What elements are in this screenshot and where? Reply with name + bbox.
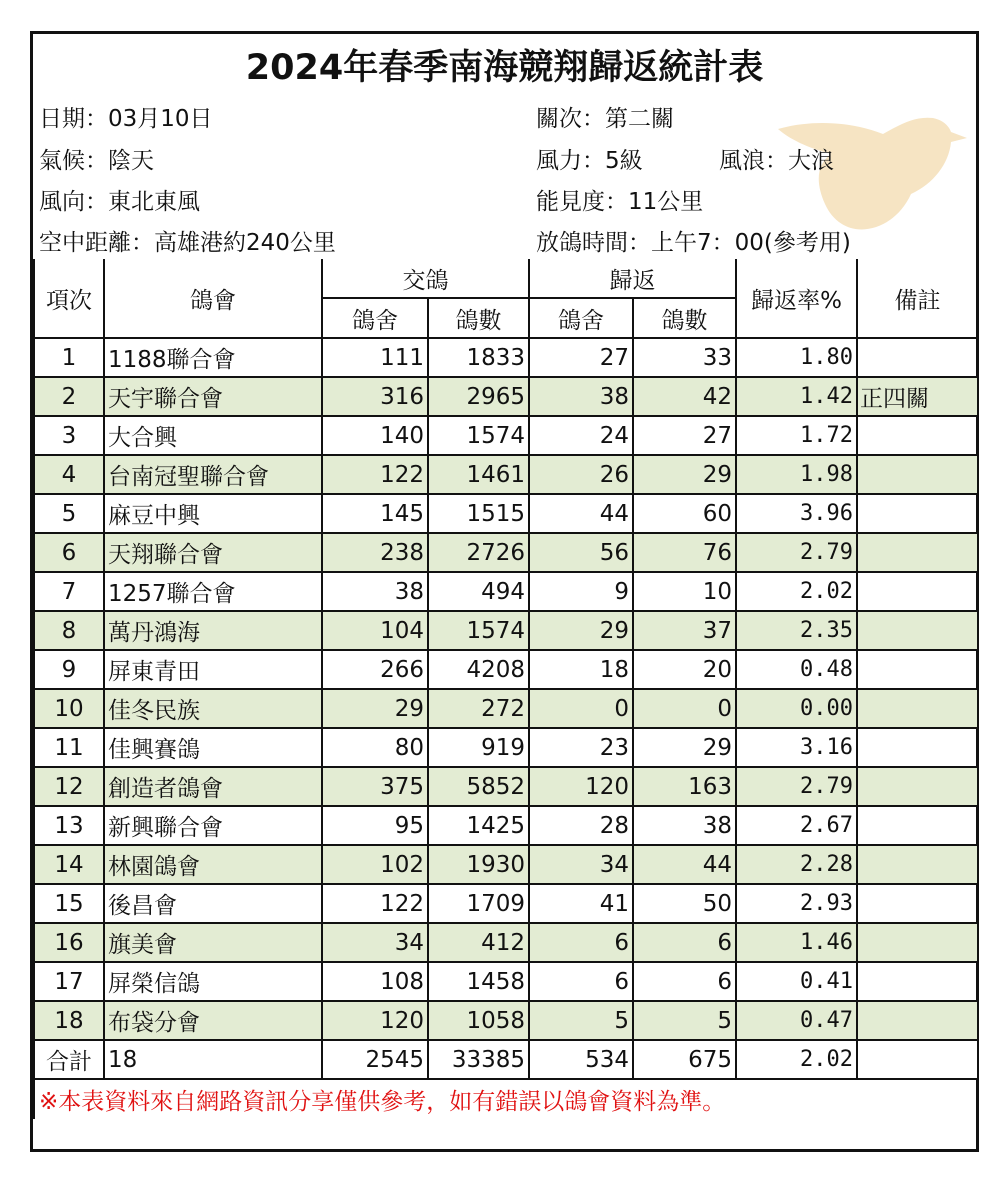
- header-club: 鴿會: [104, 259, 322, 338]
- total-returned-lofts: 534: [529, 1040, 633, 1079]
- row-note: [857, 416, 977, 455]
- row-note: [857, 533, 977, 572]
- row-return-rate: 3.16: [736, 728, 857, 767]
- row-club: 大合興: [104, 416, 322, 455]
- row-submitted-lofts: 80: [322, 728, 428, 767]
- row-submitted-birds: 1458: [428, 962, 529, 1001]
- row-club: 屏東青田: [104, 650, 322, 689]
- row-club: 麻豆中興: [104, 494, 322, 533]
- row-club: 台南冠聖聯合會: [104, 455, 322, 494]
- row-returned-birds: 38: [633, 806, 736, 845]
- row-returned-lofts: 26: [529, 455, 633, 494]
- total-return-rate: 2.02: [736, 1040, 857, 1079]
- row-index: 11: [34, 728, 104, 767]
- row-submitted-lofts: 145: [322, 494, 428, 533]
- row-note: [857, 611, 977, 650]
- row-returned-lofts: 5: [529, 1001, 633, 1040]
- row-club: 1188聯合會: [104, 338, 322, 377]
- row-returned-birds: 0: [633, 689, 736, 728]
- row-submitted-birds: 1709: [428, 884, 529, 923]
- table-row: [34, 611, 977, 650]
- table-row: [34, 845, 977, 884]
- row-note: [857, 650, 977, 689]
- row-return-rate: 1.46: [736, 923, 857, 962]
- row-club: 旗美會: [104, 923, 322, 962]
- row-index: 15: [34, 884, 104, 923]
- page-title: 2024年春季南海競翔歸返統計表: [245, 48, 764, 88]
- table-row: [34, 455, 977, 494]
- row-submitted-lofts: 375: [322, 767, 428, 806]
- row-index: 1: [34, 338, 104, 377]
- row-submitted-birds: 5852: [428, 767, 529, 806]
- row-submitted-lofts: 34: [322, 923, 428, 962]
- row-returned-birds: 5: [633, 1001, 736, 1040]
- table-row: [34, 650, 977, 689]
- row-index: 8: [34, 611, 104, 650]
- row-returned-birds: 50: [633, 884, 736, 923]
- row-note: [857, 962, 977, 1001]
- row-index: 3: [34, 416, 104, 455]
- row-submitted-lofts: 95: [322, 806, 428, 845]
- row-returned-birds: 42: [633, 377, 736, 416]
- row-note: [857, 884, 977, 923]
- row-index: 10: [34, 689, 104, 728]
- row-returned-lofts: 28: [529, 806, 633, 845]
- row-club: 天宇聯合會: [104, 377, 322, 416]
- row-returned-birds: 29: [633, 455, 736, 494]
- total-returned-birds: 675: [633, 1040, 736, 1079]
- row-return-rate: 2.28: [736, 845, 857, 884]
- row-index: 18: [34, 1001, 104, 1040]
- row-club: 林園鴿會: [104, 845, 322, 884]
- row-submitted-birds: 1058: [428, 1001, 529, 1040]
- row-return-rate: 1.42: [736, 377, 857, 416]
- row-returned-birds: 44: [633, 845, 736, 884]
- header-return-rate: 歸返率%: [736, 259, 857, 338]
- row-returned-lofts: 18: [529, 650, 633, 689]
- row-returned-birds: 76: [633, 533, 736, 572]
- table-row: [34, 689, 977, 728]
- header-submitted-lofts: 鴿舍: [322, 298, 428, 338]
- row-submitted-birds: 412: [428, 923, 529, 962]
- header-returned: 歸返: [529, 259, 736, 298]
- header-index: 項次: [34, 259, 104, 338]
- row-submitted-lofts: 122: [322, 455, 428, 494]
- row-note: 正四關: [857, 377, 977, 416]
- row-submitted-lofts: 266: [322, 650, 428, 689]
- info-waves: 風浪：大浪: [719, 148, 834, 174]
- row-submitted-birds: 2965: [428, 377, 529, 416]
- header-submitted: 交鴿: [322, 259, 529, 298]
- row-returned-lofts: 27: [529, 338, 633, 377]
- row-return-rate: 0.48: [736, 650, 857, 689]
- row-club: 天翔聯合會: [104, 533, 322, 572]
- total-submitted-birds: 33385: [428, 1040, 529, 1079]
- footer-disclaimer: ※本表資料來自網路資訊分享僅供參考，如有錯誤以鴿會資料為準。: [34, 1079, 977, 1119]
- row-return-rate: 2.02: [736, 572, 857, 611]
- header-returned-birds: 鴿數: [633, 298, 736, 338]
- table-row: [34, 962, 977, 1001]
- row-returned-lofts: 44: [529, 494, 633, 533]
- row-submitted-birds: 1461: [428, 455, 529, 494]
- table-row: [34, 494, 977, 533]
- total-club-count: 18: [104, 1040, 322, 1079]
- row-returned-birds: 10: [633, 572, 736, 611]
- table-row: [34, 923, 977, 962]
- row-index: 5: [34, 494, 104, 533]
- row-returned-birds: 29: [633, 728, 736, 767]
- table-row: [34, 1001, 977, 1040]
- row-return-rate: 3.96: [736, 494, 857, 533]
- row-return-rate: 2.67: [736, 806, 857, 845]
- table-row: [34, 728, 977, 767]
- row-club: 佳冬民族: [104, 689, 322, 728]
- row-submitted-birds: 272: [428, 689, 529, 728]
- row-index: 2: [34, 377, 104, 416]
- table-row: [34, 377, 977, 416]
- row-submitted-birds: 1930: [428, 845, 529, 884]
- row-returned-lofts: 56: [529, 533, 633, 572]
- row-index: 9: [34, 650, 104, 689]
- row-index: 16: [34, 923, 104, 962]
- table-row: [34, 338, 977, 377]
- row-index: 14: [34, 845, 104, 884]
- row-submitted-birds: 4208: [428, 650, 529, 689]
- table-body: [34, 338, 977, 1040]
- row-note: [857, 806, 977, 845]
- row-return-rate: 0.00: [736, 689, 857, 728]
- info-stage: 關次：第二關: [536, 106, 674, 132]
- row-return-rate: 2.79: [736, 533, 857, 572]
- row-club: 布袋分會: [104, 1001, 322, 1040]
- header-submitted-birds: 鴿數: [428, 298, 529, 338]
- header-note: 備註: [857, 259, 977, 338]
- row-club: 1257聯合會: [104, 572, 322, 611]
- row-index: 13: [34, 806, 104, 845]
- row-returned-lofts: 41: [529, 884, 633, 923]
- table-row: [34, 806, 977, 845]
- row-returned-birds: 6: [633, 962, 736, 1001]
- row-note: [857, 767, 977, 806]
- row-submitted-lofts: 111: [322, 338, 428, 377]
- row-submitted-birds: 1515: [428, 494, 529, 533]
- row-note: [857, 572, 977, 611]
- row-returned-birds: 60: [633, 494, 736, 533]
- row-submitted-lofts: 122: [322, 884, 428, 923]
- row-returned-lofts: 24: [529, 416, 633, 455]
- row-submitted-lofts: 102: [322, 845, 428, 884]
- row-return-rate: 1.80: [736, 338, 857, 377]
- row-submitted-lofts: 238: [322, 533, 428, 572]
- row-submitted-birds: 494: [428, 572, 529, 611]
- row-note: [857, 923, 977, 962]
- row-submitted-birds: 1425: [428, 806, 529, 845]
- row-returned-lofts: 34: [529, 845, 633, 884]
- report-frame: [30, 31, 979, 1152]
- row-index: 17: [34, 962, 104, 1001]
- row-submitted-lofts: 140: [322, 416, 428, 455]
- total-note: [857, 1040, 977, 1079]
- row-note: [857, 338, 977, 377]
- row-return-rate: 1.98: [736, 455, 857, 494]
- info-release-time: 放鴿時間：上午7：00(參考用): [536, 230, 851, 256]
- row-submitted-birds: 919: [428, 728, 529, 767]
- table-row: [34, 572, 977, 611]
- total-row: [34, 1040, 977, 1079]
- row-submitted-lofts: 108: [322, 962, 428, 1001]
- row-returned-birds: 37: [633, 611, 736, 650]
- row-submitted-lofts: 104: [322, 611, 428, 650]
- row-submitted-birds: 1833: [428, 338, 529, 377]
- row-submitted-birds: 1574: [428, 416, 529, 455]
- total-submitted-lofts: 2545: [322, 1040, 428, 1079]
- row-submitted-lofts: 316: [322, 377, 428, 416]
- row-returned-lofts: 29: [529, 611, 633, 650]
- row-returned-birds: 20: [633, 650, 736, 689]
- table-row: [34, 767, 977, 806]
- row-returned-birds: 27: [633, 416, 736, 455]
- row-return-rate: 2.93: [736, 884, 857, 923]
- row-returned-birds: 6: [633, 923, 736, 962]
- row-return-rate: 1.72: [736, 416, 857, 455]
- row-submitted-lofts: 29: [322, 689, 428, 728]
- row-club: 佳興賽鴿: [104, 728, 322, 767]
- row-submitted-lofts: 120: [322, 1001, 428, 1040]
- row-note: [857, 845, 977, 884]
- row-note: [857, 455, 977, 494]
- row-returned-lofts: 120: [529, 767, 633, 806]
- row-note: [857, 1001, 977, 1040]
- row-club: 創造者鴿會: [104, 767, 322, 806]
- row-submitted-lofts: 38: [322, 572, 428, 611]
- row-returned-birds: 33: [633, 338, 736, 377]
- table-row: [34, 533, 977, 572]
- row-returned-lofts: 0: [529, 689, 633, 728]
- row-index: 4: [34, 455, 104, 494]
- row-index: 6: [34, 533, 104, 572]
- table-row: [34, 884, 977, 923]
- row-returned-lofts: 6: [529, 962, 633, 1001]
- row-returned-birds: 163: [633, 767, 736, 806]
- row-return-rate: 0.47: [736, 1001, 857, 1040]
- row-returned-lofts: 23: [529, 728, 633, 767]
- row-return-rate: 0.41: [736, 962, 857, 1001]
- row-return-rate: 2.79: [736, 767, 857, 806]
- info-wind-force: 風力：5級: [536, 148, 643, 174]
- row-note: [857, 728, 977, 767]
- info-visibility: 能見度：11公里: [536, 189, 704, 215]
- row-club: 新興聯合會: [104, 806, 322, 845]
- footer-row: [34, 1079, 977, 1119]
- row-index: 12: [34, 767, 104, 806]
- header-returned-lofts: 鴿舍: [529, 298, 633, 338]
- row-returned-lofts: 38: [529, 377, 633, 416]
- return-stats-table: [33, 259, 977, 1119]
- table-row: [34, 416, 977, 455]
- row-note: [857, 689, 977, 728]
- info-weather: 氣候：陰天: [39, 148, 154, 174]
- info-date: 日期：03月10日: [39, 106, 213, 132]
- row-club: 萬丹鴻海: [104, 611, 322, 650]
- row-returned-lofts: 6: [529, 923, 633, 962]
- row-club: 屏榮信鴿: [104, 962, 322, 1001]
- info-distance: 空中距離：高雄港約240公里: [39, 230, 336, 256]
- row-submitted-birds: 1574: [428, 611, 529, 650]
- row-return-rate: 2.35: [736, 611, 857, 650]
- row-returned-lofts: 9: [529, 572, 633, 611]
- row-submitted-birds: 2726: [428, 533, 529, 572]
- row-index: 7: [34, 572, 104, 611]
- row-note: [857, 494, 977, 533]
- info-wind-direction: 風向：東北東風: [39, 189, 200, 215]
- row-club: 後昌會: [104, 884, 322, 923]
- total-label: 合計: [34, 1040, 104, 1079]
